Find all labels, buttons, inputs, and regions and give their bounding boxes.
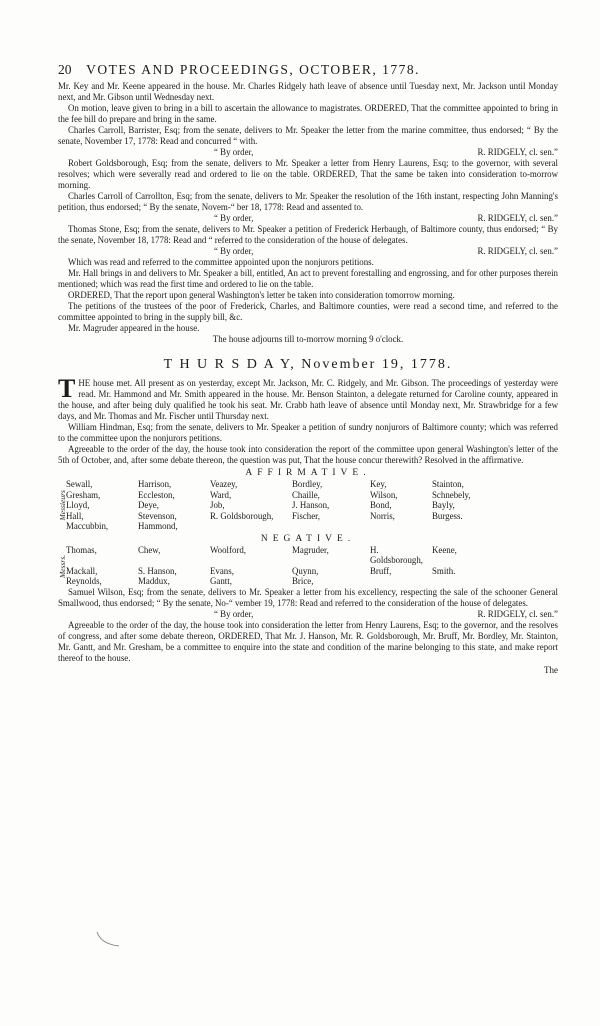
affirmative-votes — [58, 479, 558, 532]
member-name: Norris, — [370, 510, 395, 521]
paragraph: Thomas Stone, Esq; from the senate, delivers to Mr. Speaker a petition of Frederick Herbaugh, of Baltimore county, thus endorsed; “ By the senate, November 18, 1778: Read and “ referred to the consideration of the house of delegates. — [58, 224, 558, 245]
catchword: The — [544, 664, 558, 675]
member-name: Brice, — [292, 576, 314, 586]
member-name: Ward, — [210, 489, 232, 500]
signature-line — [58, 213, 558, 224]
paragraph: Mr. Magruder appeared in the house. — [68, 323, 200, 333]
drop-cap: T — [58, 374, 76, 403]
day-heading: T H U R S D A Y, November 19, 1778. — [163, 357, 453, 372]
paragraph: Agreeable to the order of the day, the house took into consideration the letter from Henry Laurens, Esq; to the governor, and the resolves of congress, and after some debate thereon, ORDERED, That Mr. J. Hanson, Mr. R. Goldsborough, Mr. Bruff, Mr. Bordley, Mr. Stainton, Mr. Gantt, and Mr. Gresham, be a committee to enquire into the state and condition of the marine belonging to this state, and make report thereof to the house. — [58, 619, 558, 663]
page-number: 20 — [58, 62, 72, 77]
signature-line — [58, 147, 558, 158]
member-name: Chew, — [138, 544, 161, 555]
paragraph: Robert Goldsborough, Esq; from the senate, delivers to Mr. Speaker a letter from Henry Laurens, Esq; to the governor, with several resolves; which were severally read and ordered to lie on the table. ORDERED, That the same be taken into consideration to-morrow morning. — [58, 158, 558, 190]
member-name: J. Hanson, — [292, 500, 330, 510]
member-name — [292, 521, 370, 532]
member-name — [432, 576, 512, 587]
negative-names — [66, 545, 558, 587]
signature-order: “ By order, — [214, 213, 254, 223]
member-name: Burgess. — [432, 510, 463, 521]
page-header — [58, 62, 558, 78]
member-name: Quynn, — [292, 565, 319, 576]
member-name: Mackall, — [66, 565, 98, 576]
paragraph: Samuel Wilson, Esq; from the senate, delivers to Mr. Speaker a letter from his excellency, respecting the sale of the schooner General Smallwood, thus endorsed; “ By the senate, No-“ vember 19, 1778: Read and referred to the consideration of the house of delegates. — [58, 586, 558, 608]
negative-votes — [58, 545, 558, 587]
paragraph: William Hindman, Esq; from the senate, delivers to Mr. Speaker a petition of sundry nonjurors of Baltimore county; which was referred to the committee upon the nonjurors petitions. — [58, 422, 558, 443]
ink-mark — [95, 930, 125, 950]
member-name: Maccubbin, — [66, 521, 109, 531]
member-name: Sewall, — [66, 479, 93, 489]
negative-heading: NEGATIVE. — [260, 533, 356, 544]
signature-order: “ By order, — [214, 246, 254, 256]
messieurs-label: Messieurs — [58, 490, 67, 521]
paragraph: Mr. Hall brings in and delivers to Mr. Speaker a bill, entitled, An act to prevent forestalling and engrossing, and for other purposes therein mentioned; which was read the first time and ordered to lie on the table. — [58, 268, 558, 289]
member-name: Lloyd, — [66, 500, 90, 510]
member-name: Bordley, — [292, 479, 323, 489]
member-name — [210, 521, 292, 532]
member-name: Stevenson, — [138, 510, 177, 521]
document-page — [58, 62, 558, 676]
opening-paragraph — [58, 374, 558, 422]
messrs-label: Messrs. — [58, 553, 67, 578]
signature-line — [58, 609, 558, 620]
member-name: Schnebely, — [432, 489, 471, 500]
member-name: H. Goldsborough, — [370, 544, 424, 565]
member-name: Gantt, — [210, 576, 232, 586]
member-name: Woolford, — [210, 544, 247, 555]
running-title: VOTES AND PROCEEDINGS, OCTOBER, 1778. — [86, 62, 421, 77]
member-name: Bond, — [370, 500, 392, 510]
affirmative-heading: AFFIRMATIVE. — [245, 468, 371, 478]
member-name: Harrison, — [138, 479, 172, 489]
member-name: Veazey, — [210, 479, 238, 489]
adjournment-line: The house adjourns till to-morrow morning 9 o'clock. — [212, 334, 404, 344]
member-name: Key, — [370, 479, 387, 489]
member-name: Keene, — [432, 544, 457, 555]
member-name: Eccleston, — [138, 489, 175, 500]
signature-name: R. RIDGELY, cl. sen.” — [477, 608, 558, 619]
paragraph: Agreeable to the order of the day, the house took into consideration the report of the committee upon general Washington's letter of the 5th of October, and, after some debate thereon, the question was put, That the house concur therewith? Resolved in the affirmative. — [58, 444, 558, 465]
member-name: Gresham, — [66, 489, 101, 500]
member-name: Thomas, — [66, 544, 97, 555]
member-name: Evans, — [210, 565, 234, 576]
member-name: Smith. — [432, 565, 456, 576]
member-name: Wilson, — [370, 489, 398, 500]
paragraph: On motion, leave given to bring in a bill to ascertain the allowance to magistrates. ORDERED, That the committee appointed to bring in the fee bill do prepare and bring in the same. — [58, 103, 558, 124]
member-name: Hall, — [66, 510, 84, 521]
affirmative-names — [66, 479, 558, 532]
paragraph: Charles Carroll of Carrollton, Esq; from the senate, delivers to Mr. Speaker the resolution of the 16th instant, respecting John Manning's petition, thus endorsed; “ By the senate, Novem-“ ber 18, 1778: Read and assented to. — [58, 191, 558, 212]
member-name: Maddux, — [138, 576, 170, 586]
member-name: Magruder, — [292, 544, 329, 555]
member-name: S. Hanson, — [138, 565, 177, 576]
paragraph: HE house met. All present as on yesterday, except Mr. Jackson, Mr. C. Ridgely, and Mr. Gibson. The proceedings of yesterday were read. Mr. Hammond and Mr. Smith appeared in the house. Mr. Benson Stainton, a delegate returned for Caroline county, appeared in the house, and after being duly qualified he took his seat. Mr. Crabb hath leave of absence until Monday next, Mr. Strawbridge for a few days, and Mr. Thomas and Mr. Fischer until Thursday next. — [58, 378, 558, 421]
member-name: R. Goldsborough, — [210, 510, 274, 521]
member-name — [370, 521, 432, 532]
signature-name: R. RIDGELY, cl. sen.” — [477, 246, 558, 256]
signature-order: “ By order, — [214, 147, 254, 157]
paragraph: Charles Carroll, Barrister, Esq; from the senate, delivers to Mr. Speaker the letter from the marine committee, thus endorsed; “ By the senate, November 17, 1778: Read and concurred “ with. — [58, 125, 558, 146]
signature-line — [58, 246, 558, 257]
member-name: Job, — [210, 500, 225, 510]
signature-name: R. RIDGELY, cl. sen.” — [477, 213, 558, 223]
member-name: Reynolds, — [66, 576, 102, 586]
member-name: Hammond, — [138, 521, 178, 531]
member-name: Chaille, — [292, 489, 320, 500]
paragraph: Which was read and referred to the committee appointed upon the nonjurors petitions. — [68, 257, 374, 267]
paragraph: Mr. Key and Mr. Keene appeared in the house. Mr. Charles Ridgely hath leave of absence until Tuesday next, Mr. Jackson until Monday next, and Mr. Gibson until Wednesday next. — [58, 81, 558, 102]
signature-order: “ By order, — [214, 608, 254, 619]
member-name: Bayly, — [432, 500, 455, 510]
member-name: Deye, — [138, 500, 159, 510]
paragraph: The petitions of the trustees of the poor of Frederick, Charles, and Baltimore counties, were read a second time, and referred to the committee appointed to bring in the supply bill, &c. — [58, 301, 558, 322]
member-name: Stainton, — [432, 479, 464, 489]
member-name — [370, 576, 432, 587]
member-name — [432, 521, 512, 532]
member-name: Bruff, — [370, 565, 392, 576]
member-name: Fischer, — [292, 510, 320, 521]
paragraph: ORDERED, That the report upon general Washington's letter be taken into consideration tomorrow morning. — [68, 290, 455, 300]
signature-name: R. RIDGELY, cl. sen.” — [477, 147, 558, 157]
